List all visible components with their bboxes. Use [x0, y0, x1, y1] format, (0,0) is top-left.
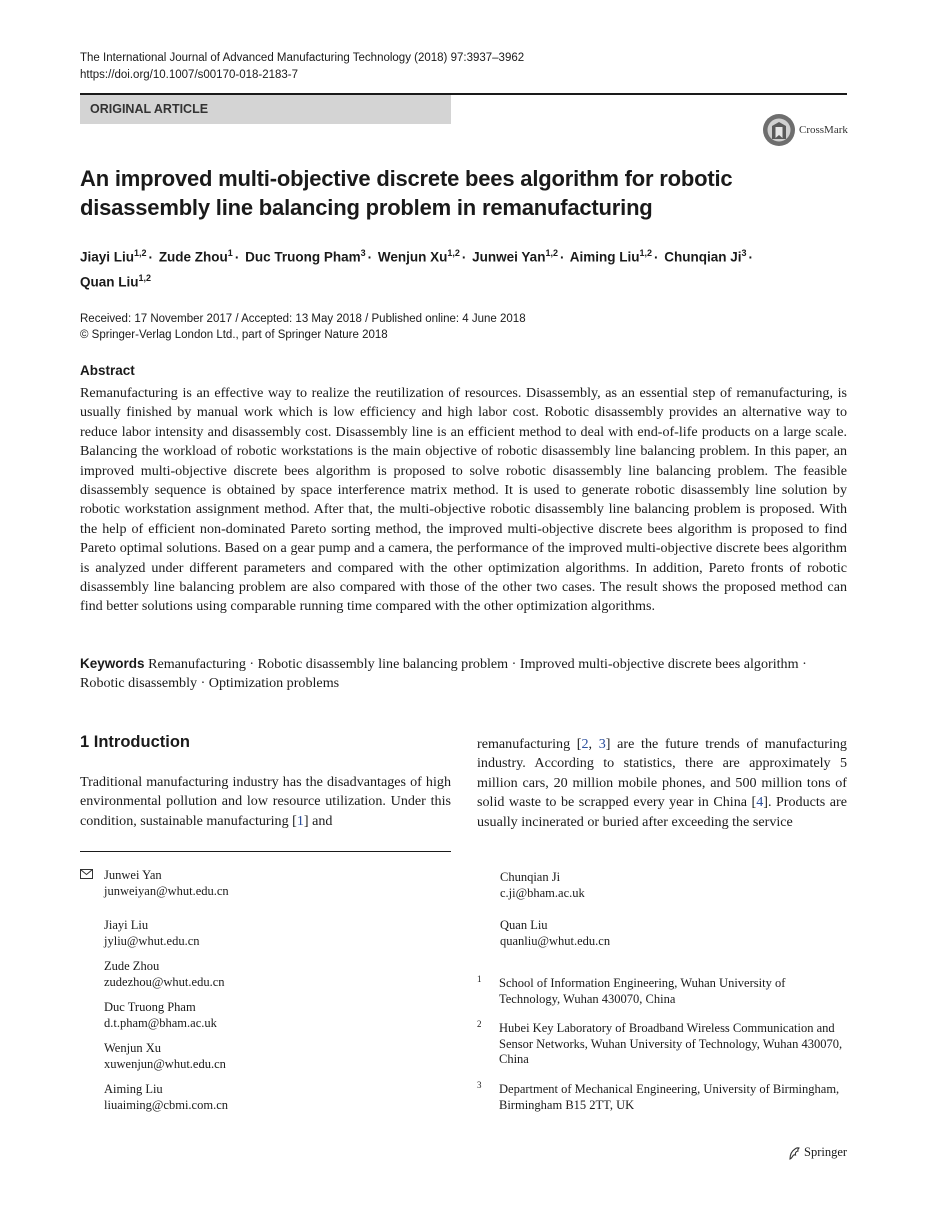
contact-email[interactable]: jyliu@whut.edu.cn: [104, 933, 200, 948]
citation-link[interactable]: 4: [756, 794, 764, 811]
intro-text: ] and: [303, 812, 333, 829]
affiliation-line: Birmingham B15 2TT, UK: [499, 1097, 635, 1112]
contact-name: Aiming Liu: [104, 1082, 163, 1096]
contact-name: Quan Liu: [500, 918, 548, 932]
contact-email[interactable]: c.ji@bham.ac.uk: [500, 885, 585, 900]
contact-entry: [104, 1082, 228, 1113]
contact-name: Duc Truong Pham: [104, 1000, 196, 1014]
affiliation-entry: [499, 1021, 847, 1068]
affiliation-line: School of Information Engineering, Wuhan University of: [499, 976, 786, 990]
contact-email[interactable]: zudezhou@whut.edu.cn: [104, 974, 225, 989]
intro-text: Traditional manufacturing industry has the disadvantages of high environmental pollution and low resource utilization. Under this condition, sustainable manufacturing [: [80, 774, 451, 829]
citation-link[interactable]: 1: [296, 812, 304, 829]
abstract-text: Remanufacturing is an effective way to realize the reutilization of resources. Disassembly, as an essential step of remanufacturing, is usually finished by manual work which is low efficiency and high labor cost. Robotic disassembly provides an alternative way to reduce labor intensity and disassembly cost. Disassembly line is an efficient method to deal with end-of-life products on a large scale. Balancing the workload of robotic workstations is the main objective of robotic disassembly line balancing problem. In this paper, an improved multi-objective discrete bees algorithm is proposed to solve robotic disassembly line balancing problem. The feasible disassembly sequence is obtained by space interference matrix method. It is used to generate robotic disassembly line solution by robotic workstation assignment method. After that, the multi-objective robotic disassembly line balancing problem is proposed. With the help of efficient non-dominated Pareto sorting method, the improved multi-objective discrete bees algorithm is proposed to find Pareto optimal solutions. Based on a gear pump and a camera, the performance of the improved multi-objective discrete bees algorithm is analyzed under different parameters and compared with the other optimization algorithms. In addition, Pareto fronts of robotic disassembly line balancing problem are also compared with those of the other two cases. The result shows the proposed method can find better solutions using comparable running time compared with the other optimization algorithms.: [80, 385, 847, 615]
intro-column-left: [80, 773, 451, 831]
crossmark-icon: [762, 113, 796, 147]
author-name[interactable]: Aiming Liu: [569, 249, 640, 265]
keywords-label: Keywords: [80, 656, 145, 671]
contact-email[interactable]: xuwenjun@whut.edu.cn: [104, 1056, 226, 1071]
author-separator: ·: [653, 249, 659, 265]
contact-email[interactable]: junweiyan@whut.edu.cn: [104, 883, 229, 898]
author-separator: ·: [748, 249, 753, 265]
affiliation-entry: [499, 1082, 847, 1113]
intro-text: remanufacturing [: [477, 736, 582, 752]
author-affiliation-sup: 1,2: [639, 248, 652, 258]
citation-link[interactable]: 3: [598, 736, 606, 752]
footnote-rule: [80, 851, 451, 852]
affiliation-line: Department of Mechanical Engineering, University of Birmingham,: [499, 1082, 840, 1096]
author-affiliation-sup: 1: [227, 248, 233, 258]
affiliation-number: 3: [477, 1080, 482, 1090]
contact-name: Junwei Yan: [104, 868, 162, 882]
author-name[interactable]: Chunqian Ji: [664, 249, 742, 265]
title-line-2: disassembly line balancing problem in remanufacturing: [80, 195, 653, 220]
keywords-list: Remanufacturing · Robotic disassembly line balancing problem · Improved multi-objective discrete bees algorithm · Robotic disassembly · Optimization problems: [80, 656, 807, 692]
contact-entry: [500, 918, 610, 949]
article-type-label: ORIGINAL ARTICLE: [90, 102, 209, 116]
crossmark-label: CrossMark: [799, 124, 848, 136]
springer-logo: [787, 1145, 847, 1160]
contact-entry: [104, 959, 225, 990]
intro-column-right: [477, 735, 847, 832]
contact-email[interactable]: quanliu@whut.edu.cn: [500, 933, 611, 948]
affiliation-line: Hubei Key Laboratory of Broadband Wireless Communication and: [499, 1021, 835, 1035]
citation-link[interactable]: 2: [581, 736, 589, 752]
author-separator: ·: [461, 249, 467, 265]
contact-name: Wenjun Xu: [104, 1041, 161, 1055]
author-affiliation-sup: 3: [741, 248, 747, 258]
copyright-notice: © Springer-Verlag London Ltd., part of Springer Nature 2018: [80, 329, 388, 341]
intro-text: ]. Products are usually incinerated or buried after exceeding the service: [477, 794, 847, 830]
author-affiliation-sup: 3: [360, 248, 366, 258]
affiliation-line: China: [499, 1052, 529, 1066]
author-name[interactable]: Jiayi Liu: [80, 249, 135, 265]
abstract-heading: Abstract: [80, 363, 135, 378]
contact-email[interactable]: d.t.pham@bham.ac.uk: [104, 1015, 217, 1030]
contact-entry: [104, 1000, 217, 1031]
contact-entry: [104, 868, 229, 899]
contact-name: Jiayi Liu: [104, 918, 149, 932]
author-separator: ·: [234, 249, 240, 265]
affiliation-number: 2: [477, 1019, 482, 1029]
contact-name: Chunqian Ji: [500, 870, 561, 884]
intro-text: ] are the future trends of manufacturing industry. According to statistics, there are approximately 5 million cars, 20 million mobile phones, and 500 million tons of solid waste to be scrapped every year in China [: [477, 736, 847, 811]
contact-name: Zude Zhou: [104, 959, 160, 973]
keywords: [80, 654, 847, 694]
author-affiliation-sup: 1,2: [138, 272, 152, 283]
intro-text: ,: [588, 736, 599, 752]
author-separator: ·: [367, 249, 373, 265]
publication-dates: Received: 17 November 2017 / Accepted: 13 May 2018 / Published online: 4 June 2018: [80, 313, 526, 325]
title-line-1: An improved multi-objective discrete bees algorithm for robotic: [80, 166, 733, 191]
author-name[interactable]: Wenjun Xu: [377, 249, 448, 265]
affiliation-entry: [499, 976, 847, 1007]
author-affiliation-sup: 1,2: [134, 248, 147, 258]
author-affiliation-sup: 1,2: [447, 248, 460, 258]
affiliation-line: Technology, Wuhan 430070, China: [499, 991, 676, 1006]
author-list: [80, 243, 847, 292]
author-name[interactable]: Zude Zhou: [158, 249, 228, 265]
author-separator: ·: [148, 249, 154, 265]
section-heading-introduction: 1 Introduction: [80, 733, 190, 751]
springer-horse-icon: [787, 1146, 801, 1160]
author-name[interactable]: Duc Truong Pham: [245, 249, 361, 265]
affiliation-line: Sensor Networks, Wuhan University of Technology, Wuhan 430070,: [499, 1036, 843, 1051]
envelope-icon: [80, 869, 93, 879]
affiliation-number: 1: [477, 974, 482, 984]
author-name[interactable]: Quan Liu: [80, 274, 139, 289]
crossmark-badge[interactable]: [762, 113, 848, 147]
contact-email[interactable]: liuaiming@cbmi.com.cn: [104, 1097, 228, 1112]
doi-link[interactable]: https://doi.org/10.1007/s00170-018-2183-7: [80, 69, 299, 81]
contact-entry: [500, 870, 585, 901]
author-affiliation-sup: 1,2: [545, 248, 558, 258]
author-name[interactable]: Junwei Yan: [472, 249, 546, 265]
journal-citation: The International Journal of Advanced Manufacturing Technology (2018) 97:3937–3962: [80, 52, 525, 64]
springer-label: Springer: [804, 1145, 848, 1159]
contact-entry: [104, 918, 200, 949]
article-title: [80, 164, 800, 222]
contact-entry: [104, 1041, 226, 1072]
author-separator: ·: [559, 249, 565, 265]
